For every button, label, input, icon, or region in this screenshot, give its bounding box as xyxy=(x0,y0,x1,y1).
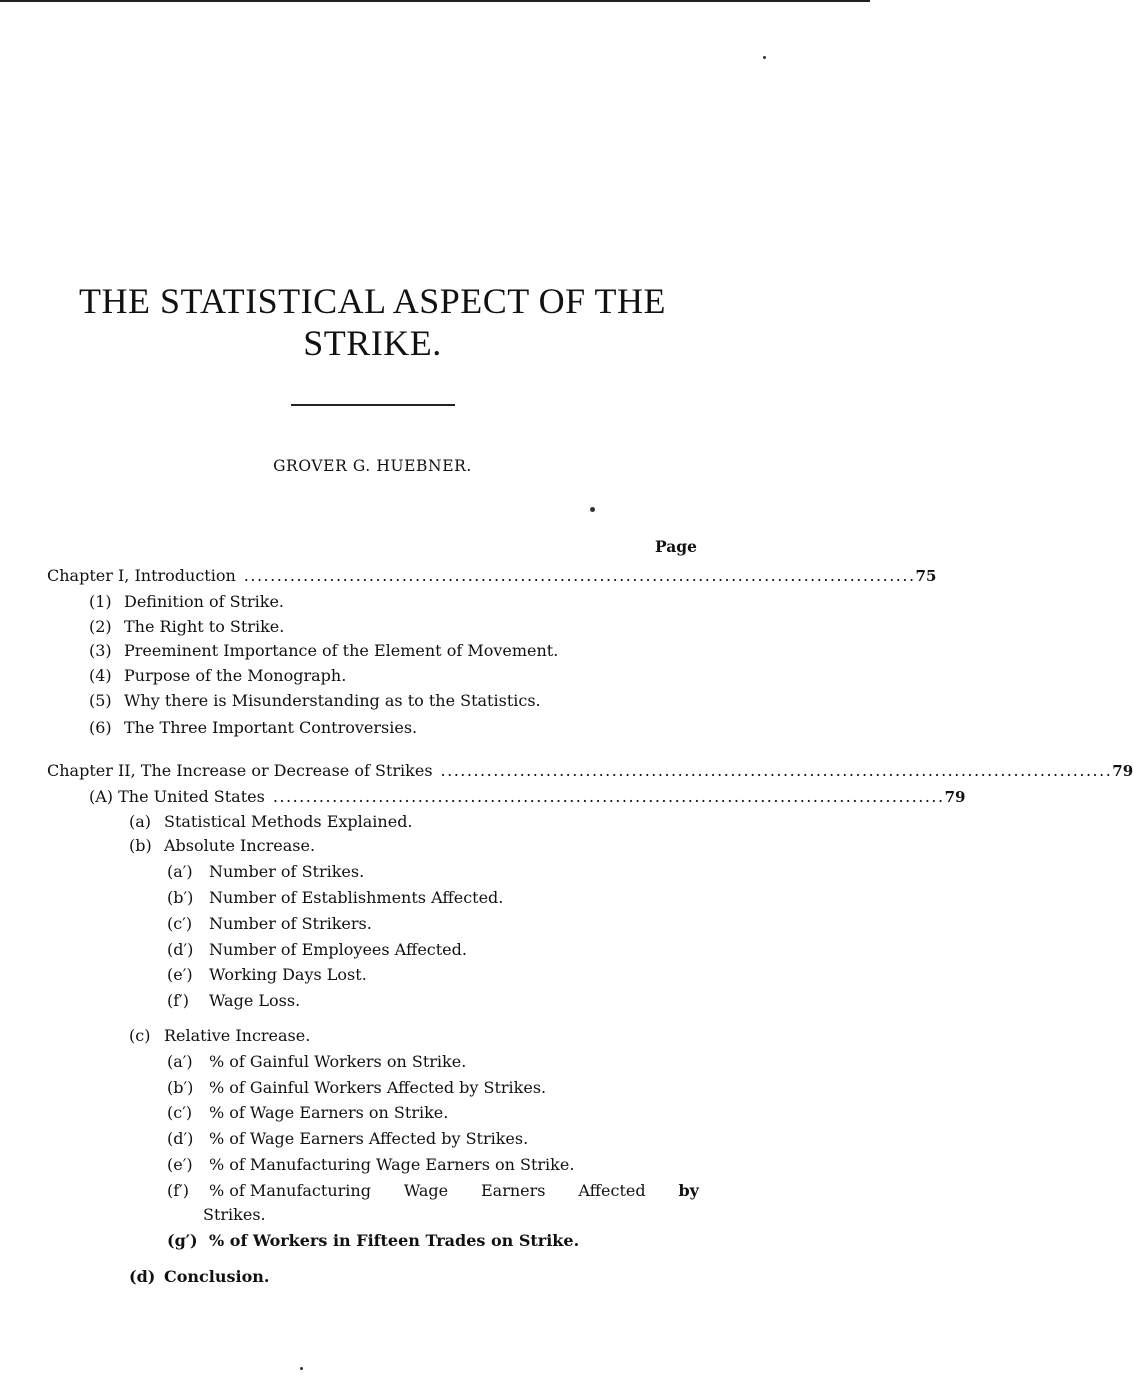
page-top-edge-rule xyxy=(0,0,870,2)
toc-item-number: (4) xyxy=(89,666,112,685)
toc-subitem[interactable] xyxy=(167,989,300,1013)
toc-item-number: (d′) xyxy=(167,940,194,959)
toc-item-text: Number of Establishments Affected. xyxy=(209,888,504,907)
toc-subitem[interactable] xyxy=(167,912,372,936)
toc-subsection-b[interactable] xyxy=(129,834,315,858)
toc-item-number: (2) xyxy=(89,617,112,636)
toc-subitem[interactable] xyxy=(167,1229,579,1253)
toc-item[interactable] xyxy=(89,590,284,614)
toc-item-number: (a′) xyxy=(167,1052,193,1071)
toc-item-text: Wage Loss. xyxy=(209,991,301,1010)
toc-item[interactable] xyxy=(89,639,558,663)
toc-item[interactable] xyxy=(89,716,417,740)
toc-item-number: (1) xyxy=(89,592,112,611)
toc-item-text: Preeminent Importance of the Element of Movement. xyxy=(124,641,559,660)
toc-leader-dots: ...................................................................................................... xyxy=(440,761,1113,780)
toc-subitem[interactable] xyxy=(167,1101,448,1125)
toc-item[interactable] xyxy=(89,664,346,688)
toc-item-word: Affected xyxy=(578,1181,646,1200)
scan-speck xyxy=(300,1367,303,1370)
toc-subitem[interactable] xyxy=(167,1179,699,1203)
toc-item[interactable] xyxy=(89,689,541,713)
toc-item-text: Purpose of the Monograph. xyxy=(124,666,347,685)
toc-item-number: (e′) xyxy=(167,965,193,984)
toc-item-number: (f′) xyxy=(167,991,190,1010)
toc-subsection-c[interactable] xyxy=(129,1024,310,1048)
toc-subitem[interactable] xyxy=(167,860,364,884)
toc-item-text: Number of Strikes. xyxy=(209,862,365,881)
toc-item-text: Relative Increase. xyxy=(164,1026,311,1045)
toc-chapter-2-label: Chapter II, The Increase or Decrease of Strikes xyxy=(47,761,433,780)
toc-section-a-label: (A) The United States xyxy=(89,787,265,806)
document-title-line1: THE STATISTICAL ASPECT OF THE xyxy=(78,281,666,321)
toc-subitem[interactable] xyxy=(167,963,367,987)
toc-item-text: Number of Employees Affected. xyxy=(209,940,467,959)
toc-item-text: Number of Strikers. xyxy=(209,914,372,933)
toc-item-text: % of Gainful Workers Affected by Strikes. xyxy=(209,1078,547,1097)
toc-item-number: (5) xyxy=(89,691,112,710)
toc-subitem[interactable] xyxy=(167,1127,528,1151)
toc-chapter-2-page: 79 xyxy=(1112,762,1133,780)
scan-speck xyxy=(590,507,595,512)
toc-item-text: The Three Important Controversies. xyxy=(124,718,418,737)
toc-chapter-1-label: Chapter I, Introduction xyxy=(47,566,236,585)
toc-subsection-a[interactable] xyxy=(129,810,413,834)
toc-section-a-page: 79 xyxy=(944,788,966,806)
author-name: GROVER G. HUEBNER. xyxy=(273,457,472,475)
toc-item-text: The Right to Strike. xyxy=(124,617,285,636)
toc-item-number: (e′) xyxy=(167,1155,193,1174)
toc-item-text: % of Gainful Workers on Strike. xyxy=(209,1052,467,1071)
toc-item-number: (b′) xyxy=(167,1078,194,1097)
toc-item-text: Working Days Lost. xyxy=(209,965,367,984)
toc-item[interactable] xyxy=(89,615,284,639)
toc-subitem[interactable] xyxy=(167,1050,466,1074)
toc-chapter-1[interactable] xyxy=(47,564,937,588)
document-title-line2: STRIKE. xyxy=(303,323,442,363)
toc-item-word: by xyxy=(678,1181,699,1200)
toc-item-text: Conclusion. xyxy=(164,1267,270,1286)
toc-item-number: (b′) xyxy=(167,888,194,907)
toc-item-number: (f′) xyxy=(167,1181,190,1200)
toc-chapter-1-page: 75 xyxy=(915,567,937,585)
toc-item-number: (c) xyxy=(129,1026,151,1045)
toc-item-number: (d′) xyxy=(167,1129,194,1148)
toc-item-word: Earners xyxy=(481,1181,546,1200)
toc-item-number: (g′) xyxy=(167,1231,198,1250)
toc-item-text-start xyxy=(167,1179,371,1203)
toc-item-text: Why there is Misunderstanding as to the Statistics. xyxy=(124,691,541,710)
toc-subsection-d[interactable] xyxy=(129,1265,269,1289)
toc-item-text: Absolute Increase. xyxy=(164,836,316,855)
justified-line xyxy=(167,1179,699,1203)
toc-item-text: % of Manufacturing Wage Earners on Strike. xyxy=(209,1155,575,1174)
toc-item-number: (c′) xyxy=(167,914,193,933)
scan-speck xyxy=(763,56,766,59)
toc-item-text: Definition of Strike. xyxy=(124,592,285,611)
page-column-header: Page xyxy=(655,537,697,556)
toc-item-word: Wage xyxy=(403,1181,449,1200)
toc-item-number: (b) xyxy=(129,836,152,855)
toc-item-text: % of Wage Earners on Strike. xyxy=(209,1103,449,1122)
toc-item-text: % of Workers in Fifteen Trades on Strike. xyxy=(209,1231,580,1250)
toc-item-text: Statistical Methods Explained. xyxy=(164,812,413,831)
toc-item-word: % of Manufacturing xyxy=(209,1181,371,1200)
toc-subitem[interactable] xyxy=(167,886,503,910)
toc-item-number: (c′) xyxy=(167,1103,193,1122)
toc-item-number: (6) xyxy=(89,718,112,737)
toc-item-text: % of Wage Earners Affected by Strikes. xyxy=(209,1129,529,1148)
toc-subitem[interactable] xyxy=(167,1153,574,1177)
toc-item-number: (d) xyxy=(129,1267,156,1286)
toc-item-number: (a′) xyxy=(167,862,193,881)
toc-item-number: (3) xyxy=(89,641,112,660)
toc-item-number: (a) xyxy=(129,812,152,831)
title-divider-rule xyxy=(291,404,455,406)
toc-subitem[interactable] xyxy=(167,938,467,962)
toc-item-continuation: Strikes. xyxy=(203,1205,266,1224)
toc-section-a[interactable] xyxy=(89,785,966,809)
toc-leader-dots: ...................................................................................................... xyxy=(243,566,916,585)
toc-leader-dots: ...................................................................................................... xyxy=(272,787,945,806)
toc-subitem[interactable] xyxy=(167,1076,546,1100)
toc-chapter-2[interactable] xyxy=(47,759,1133,783)
